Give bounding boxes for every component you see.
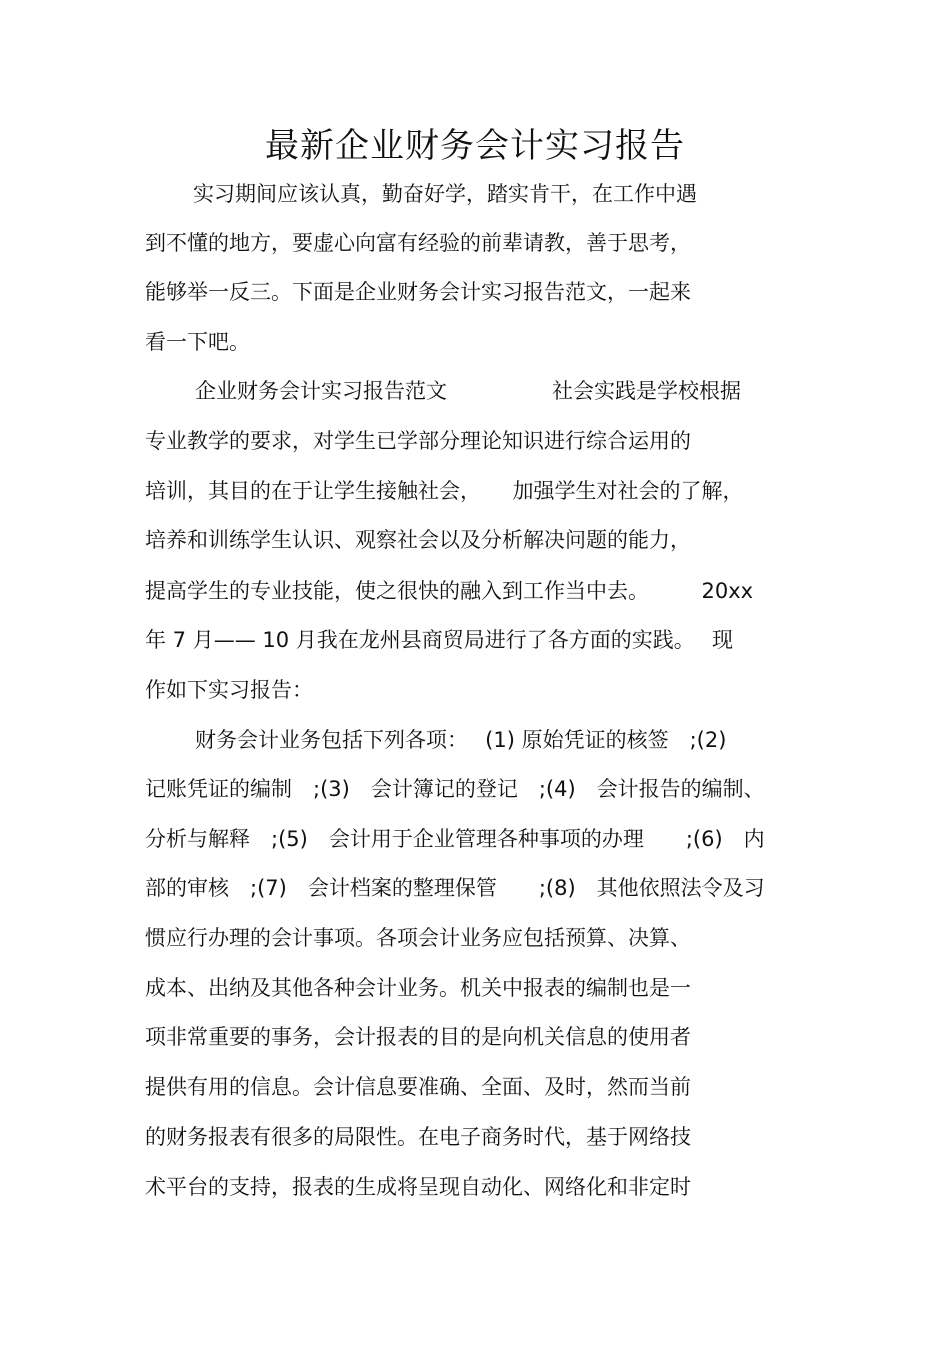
body-line-14: 分析与解释 ;(5) 会计用于企业管理各种事项的办理 ;(6) 内 (145, 827, 765, 851)
body-line-12: 财务会计业务包括下列各项： (1) 原始凭证的核签 ;(2) (195, 728, 727, 752)
body-line-15: 部的审核 ;(7) 会计档案的整理保管 ;(8) 其他依照法令及习 (145, 876, 765, 900)
body-line-13: 记账凭证的编制 ;(3) 会计簿记的登记 ;(4) 会计报告的编制、 (145, 777, 765, 801)
body-line-4: 看一下吧。 (145, 330, 250, 354)
body-line-10: 年 7 月—— 10 月我在龙州县商贸局进行了各方面的实践。 现 (145, 628, 733, 652)
body-line-11: 作如下实习报告： (145, 678, 313, 702)
body-line-19: 提供有用的信息。会计信息要准确、全面、及时，然而当前 (145, 1075, 691, 1099)
body-line-20: 的财务报表有很多的局限性。在电子商务时代，基于网络技 (145, 1125, 691, 1149)
body-line-8: 培养和训练学生认识、观察社会以及分析解决问题的能力， (145, 528, 691, 552)
body-line-1: 实习期间应该认真，勤奋好学，踏实肯干，在工作中遇 (193, 182, 697, 206)
body-line-2: 到不懂的地方，要虚心向富有经验的前辈请教，善于思考， (145, 231, 691, 255)
body-line-17: 成本、出纳及其他各种会计业务。机关中报表的编制也是一 (145, 976, 691, 1000)
body-line-5: 企业财务会计实习报告范文 社会实践是学校根据 (195, 379, 741, 403)
body-line-7: 培训，其目的在于让学生接触社会， 加强学生对社会的了解， (145, 479, 744, 503)
body-line-21: 术平台的支持，报表的生成将呈现自动化、网络化和非定时 (145, 1175, 691, 1199)
body-line-9: 提高学生的专业技能，使之很快的融入到工作当中去。 20xx (145, 579, 754, 603)
page-title: 最新企业财务会计实习报告 (265, 126, 685, 166)
body-line-3: 能够举一反三。下面是企业财务会计实习报告范文，一起来 (145, 280, 691, 304)
body-line-6: 专业教学的要求，对学生已学部分理论知识进行综合运用的 (145, 429, 691, 453)
body-line-18: 项非常重要的事务，会计报表的目的是向机关信息的使用者 (145, 1025, 691, 1049)
body-line-16: 惯应行办理的会计事项。各项会计业务应包括预算、决算、 (145, 926, 691, 950)
